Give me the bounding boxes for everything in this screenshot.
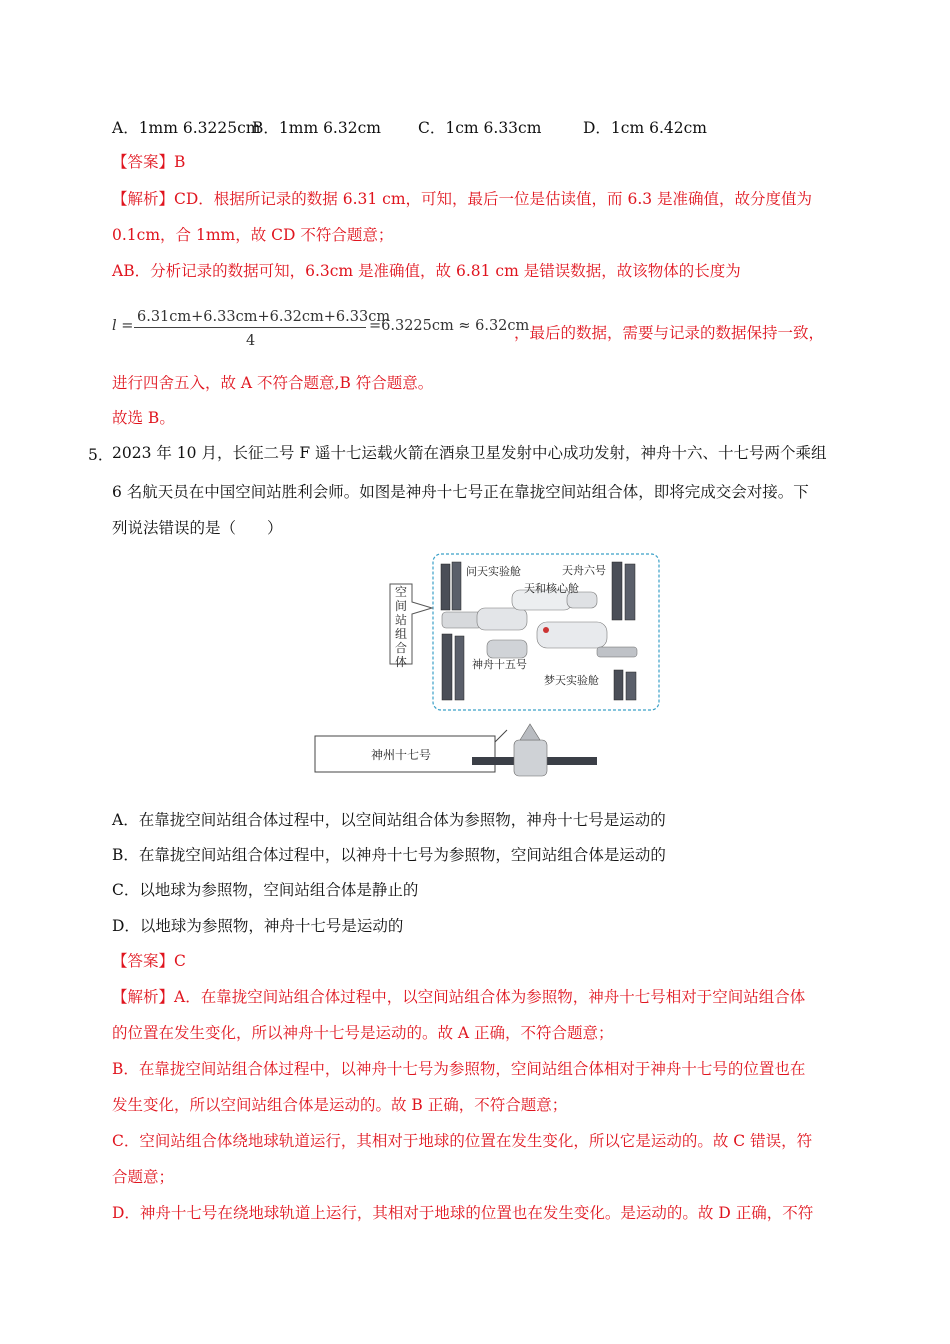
- q4-option-d: D．1cm 6.42cm: [583, 119, 707, 137]
- q5-answer: 【答案】C: [112, 952, 186, 970]
- q5-explain-l5: C．空间站组合体绕地球轨道运行，其相对于地球的位置在发生变化，所以它是运动的。故 C 错误，符: [112, 1132, 813, 1150]
- station-label-char: 体: [394, 655, 408, 669]
- station-label-char: 组: [394, 627, 408, 641]
- left-solar-panels: [441, 562, 464, 700]
- station-label-char: 合: [394, 641, 408, 655]
- q5-option-a: A．在靠拢空间站组合体过程中，以空间站组合体为参照物，神舟十七号是运动的: [112, 811, 666, 829]
- formula-denominator: 4: [246, 333, 256, 349]
- q4-explain-line4-tail: ，最后的数据，需要与记录的数据保持一致，: [514, 324, 825, 342]
- q5-explain-l1: 【解析】A．在靠拢空间站组合体过程中，以空间站组合体为参照物，神舟十七号相对于空间站组合体: [112, 988, 806, 1006]
- right-solar-panels: [612, 562, 636, 700]
- q4-explain-line1: 【解析】CD．根据所记录的数据 6.31 cm，可知，最后一位是估读值，而 6.3 是准确值，故分度值为: [112, 190, 813, 208]
- q4-option-c: C．1cm 6.33cm: [418, 119, 542, 137]
- q4-explain-line2: 0.1cm，合 1mm，故 CD 不符合题意；: [112, 226, 394, 244]
- formula-numerator: 6.31cm+6.33cm+6.32cm+6.33cm: [137, 309, 391, 325]
- q5-explain-l7: D．神舟十七号在绕地球轨道上运行，其相对于地球的位置也在发生变化。是运动的。故 D 正确，不符: [112, 1204, 814, 1222]
- q5-explain-l4: 发生变化，所以空间站组合体是运动的。故 B 正确，不符合题意；: [112, 1096, 568, 1114]
- q4-explain-line3: AB．分析记录的数据可知，6.3cm 是准确值，故 6.81 cm 是错误数据，故该物体的长度为: [112, 262, 741, 280]
- station-label-char: 间: [394, 599, 408, 613]
- formula-lhs: l =: [112, 318, 134, 334]
- q4-explain-line5: 进行四舍五入，故 A 不符合题意,B 符合题意。: [112, 374, 434, 392]
- q5-explain-l3: B．在靠拢空间站组合体过程中，以神舟十七号为参照物，空间站组合体相对于神舟十七号的位置也在: [112, 1060, 806, 1078]
- q5-number: 5．: [88, 446, 114, 464]
- q5-option-b: B．在靠拢空间站组合体过程中，以神舟十七号为参照物，空间站组合体是运动的: [112, 846, 666, 864]
- label-shenzhou15: 神舟十五号: [472, 658, 527, 671]
- q5-stem-line3: 列说法错误的是（ ）: [112, 519, 283, 537]
- label-tianhe: 天和核心舱: [524, 582, 579, 595]
- fraction-bar: [134, 327, 366, 328]
- station-label-char: 空: [394, 585, 408, 599]
- q5-stem-line2: 6 名航天员在中国空间站胜利会师。如图是神舟十七号正在靠拢空间站组合体，即将完成交会对接。下: [112, 483, 809, 501]
- q4-explain-line6: 故选 B。: [112, 409, 175, 427]
- station-modules: [442, 590, 637, 658]
- q5-explain-l6: 合题意；: [112, 1168, 175, 1186]
- q5-option-c: C．以地球为参照物，空间站组合体是静止的: [112, 881, 419, 899]
- q5-explain-l2: 的位置在发生变化，所以神舟十七号是运动的。故 A 正确，不符合题意；: [112, 1024, 614, 1042]
- space-station-figure: [312, 552, 662, 784]
- label-mengtian: 梦天实验舱: [544, 674, 599, 687]
- label-wentian: 问天实验舱: [466, 565, 521, 578]
- q4-option-a: A．1mm 6.3225cm: [112, 119, 261, 137]
- q5-stem-line1: 2023 年 10 月，长征二号 F 遥十七运载火箭在酒泉卫星发射中心成功发射，神舟十六、十七号两个乘组: [112, 444, 827, 462]
- q5-option-d: D．以地球为参照物，神舟十七号是运动的: [112, 917, 404, 935]
- label-shenzhou17: 神州十七号: [371, 748, 432, 762]
- label-tianzhou: 天舟六号: [562, 564, 606, 577]
- q4-option-b: B．1mm 6.32cm: [252, 119, 381, 137]
- formula-rhs: =6.3225cm ≈ 6.32cm: [369, 318, 530, 334]
- station-label-char: 站: [394, 613, 408, 627]
- q4-answer: 【答案】B: [112, 153, 186, 171]
